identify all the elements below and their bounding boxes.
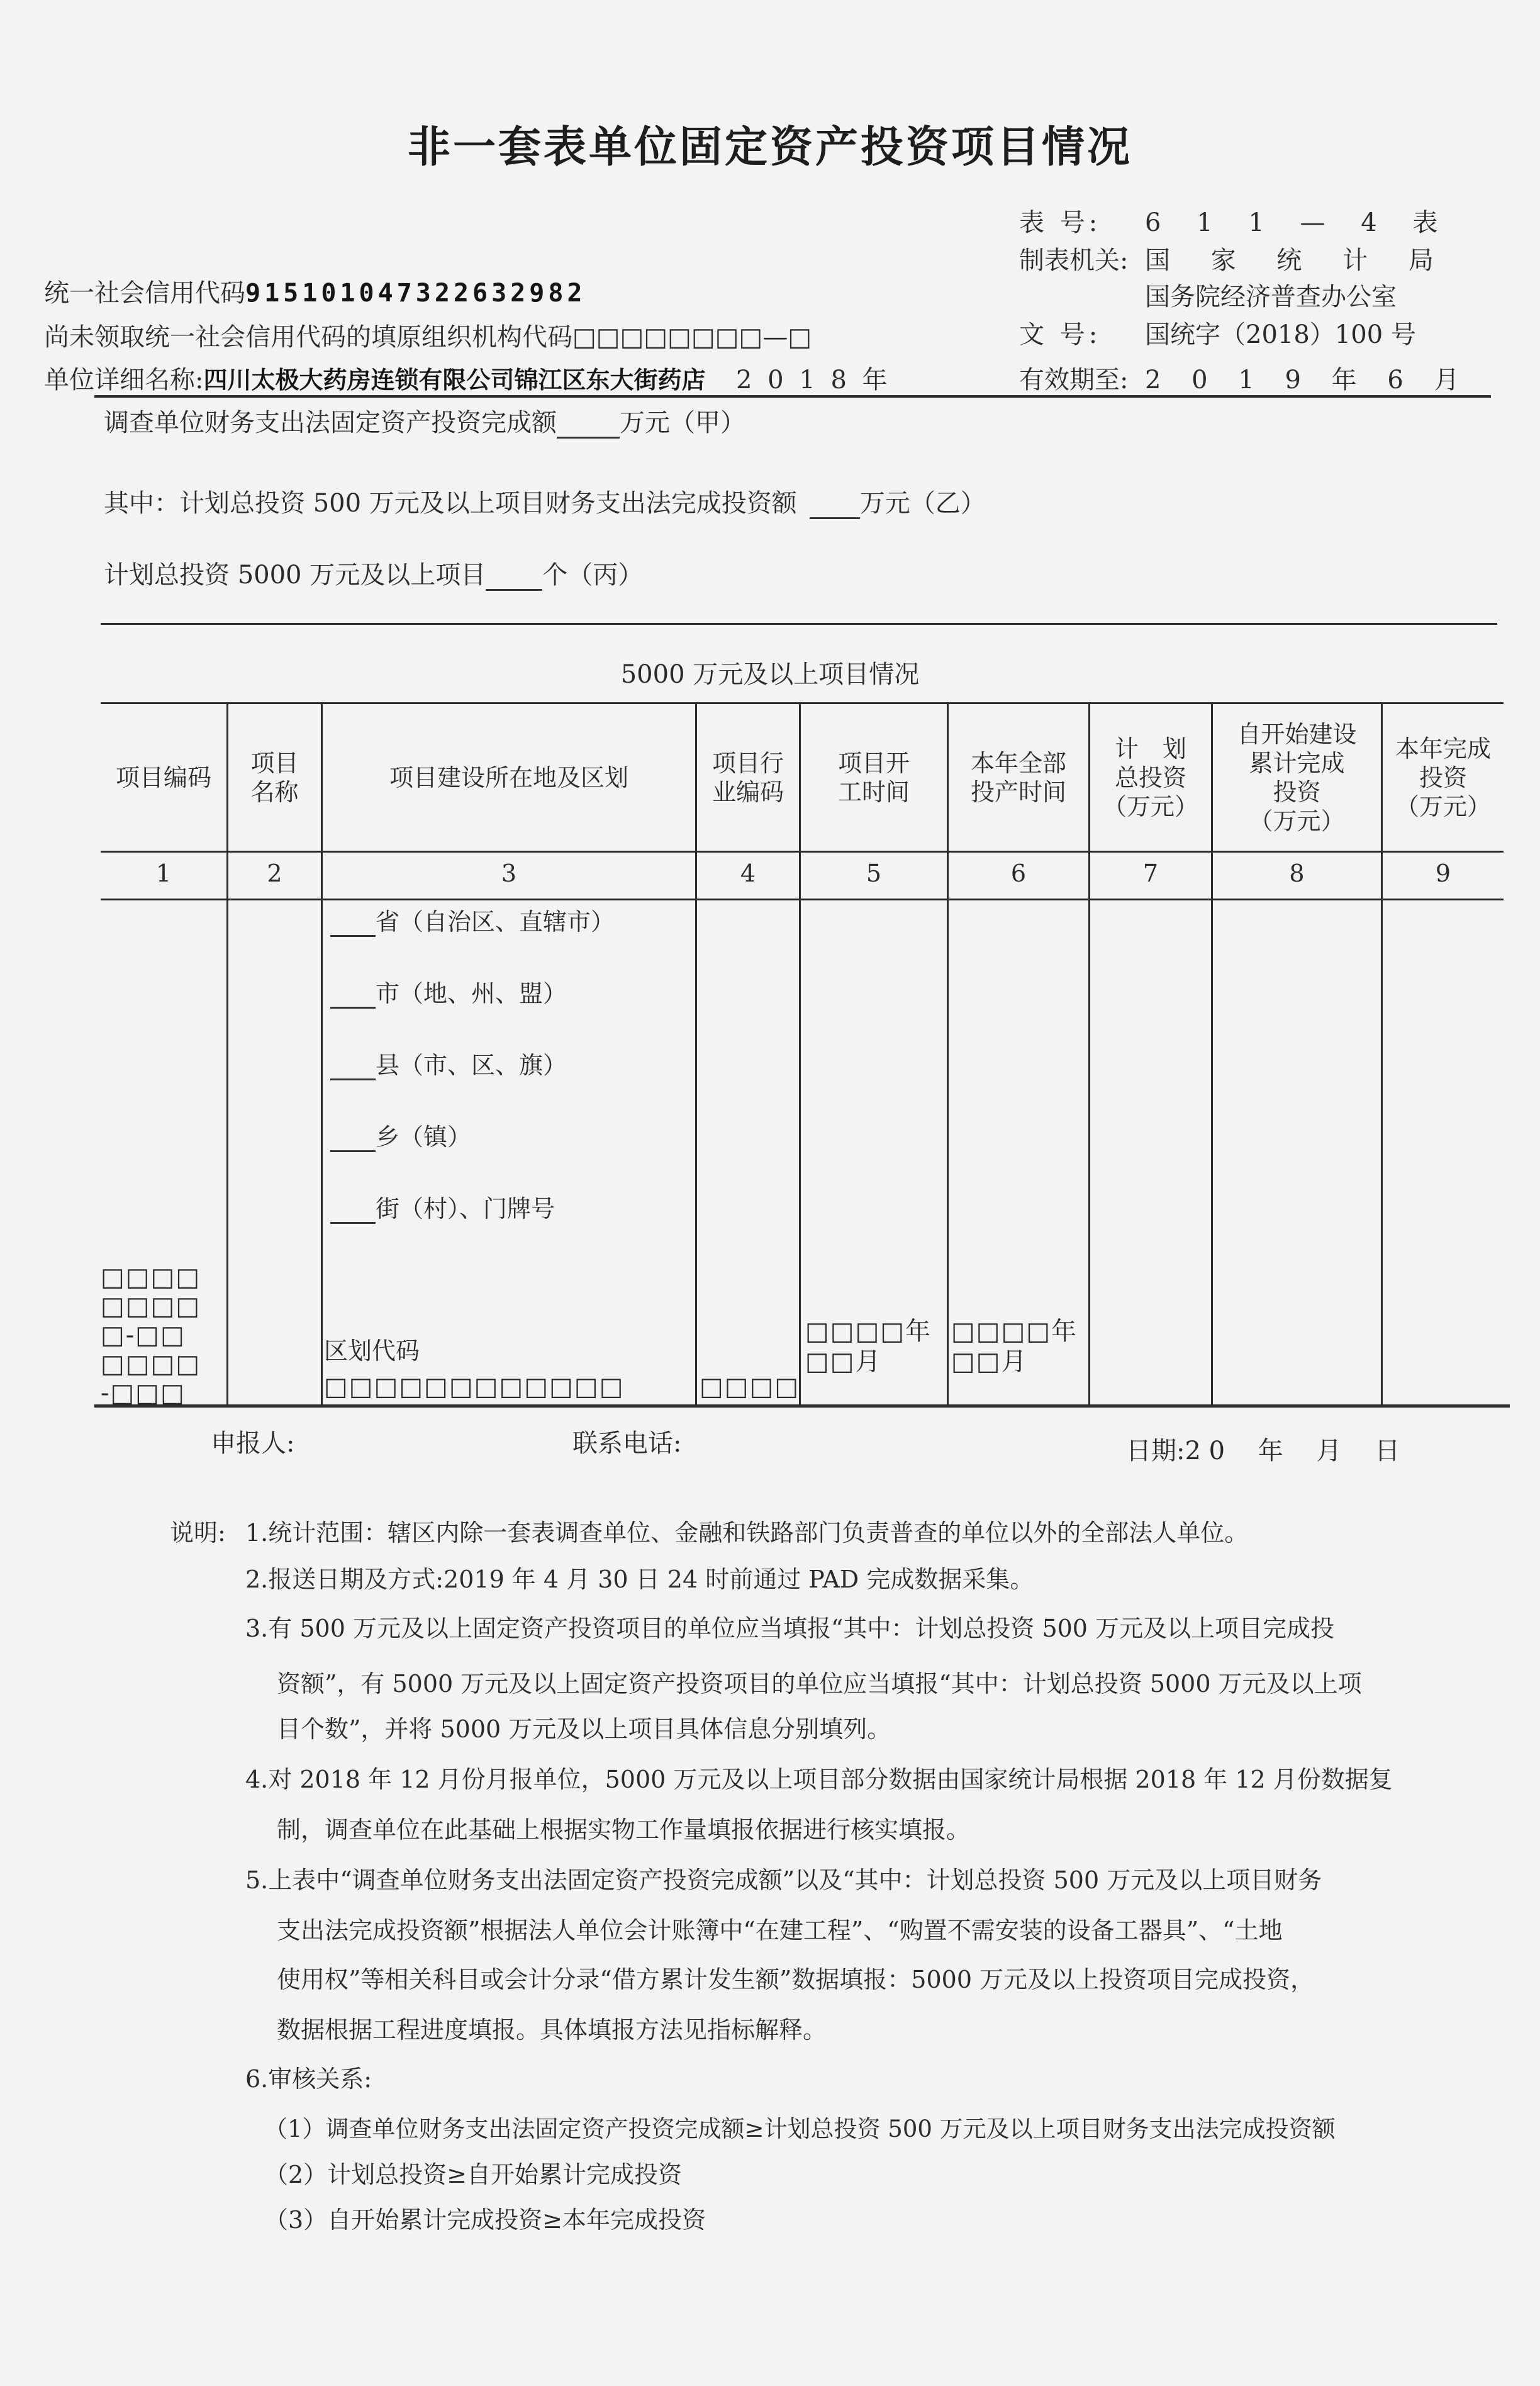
address-town-blank[interactable]	[330, 1128, 376, 1152]
col-header-project-code: 项目编码	[115, 764, 211, 792]
address-street[interactable]	[330, 1189, 555, 1224]
col-header-project-name: 项目 名称	[250, 749, 299, 806]
note-item: 5.上表中“调查单位财务支出法固定资产投资完成额”以及“其中：计划总投资 500 万元及以上项目财务	[245, 1866, 1322, 1894]
form-number-label: 表 号:	[1019, 208, 1102, 237]
col-header-industry-code: 项目行 业编码	[711, 749, 784, 806]
col-num: 7	[1142, 860, 1159, 887]
issuer	[1019, 240, 1450, 276]
col-num: 1	[155, 860, 172, 887]
address-street-blank[interactable]	[330, 1199, 376, 1224]
summary-line-2-label: 其中：计划总投资 500 万元及以上项目财务支出法完成投资额	[104, 489, 797, 518]
col-num: 3	[501, 860, 517, 887]
address-county-blank[interactable]	[330, 1056, 376, 1080]
region-code-boxes[interactable]: □□□□□□□□□□□□	[324, 1372, 625, 1401]
col-header-planned-investment: 计 划 总投资 （万元）	[1102, 735, 1198, 821]
start-time-year[interactable]: □□□□年	[805, 1317, 932, 1346]
form-number-value: 6 1 1 — 4 表	[1145, 208, 1452, 237]
form-title: 非一套表单位固定资产投资项目情况	[407, 122, 1132, 172]
address-county-label: 县（市、区、旗）	[376, 1051, 567, 1079]
summary-line-1-blank[interactable]	[557, 412, 620, 439]
col-num: 6	[1010, 860, 1027, 887]
project-code-boxes-row[interactable]: □□□□	[101, 1292, 201, 1321]
table-num-rule	[101, 899, 1504, 900]
summary-line-3-label: 计划总投资 5000 万元及以上项目	[104, 561, 486, 590]
address-province-blank[interactable]	[330, 912, 376, 937]
address-town[interactable]	[330, 1117, 471, 1152]
note-item: 制，调查单位在此基础上根据实物工作量填报依据进行核实填报。	[277, 1816, 971, 1844]
col-num: 5	[866, 860, 882, 887]
table-top-rule	[101, 702, 1504, 704]
note-item: 3.有 500 万元及以上固定资产投资项目的单位应当填报“其中：计划总投资 500 万元及以上项目完成投	[245, 1615, 1335, 1642]
form-number	[1019, 203, 1451, 238]
unit-name-value: 四川太极大药房连锁有限公司锦江区东大街药店	[203, 366, 706, 394]
address-province[interactable]	[330, 902, 615, 937]
org-code-row	[44, 317, 812, 353]
address-city[interactable]	[330, 974, 567, 1009]
note-item: （1）调查单位财务支出法固定资产投资完成额≥计划总投资 500 万元及以上项目财务支出法完成投资额	[264, 2115, 1336, 2142]
note-item: 4.对 2018 年 12 月份月报单位，5000 万元及以上项目部分数据由国家统计局根据 2018 年 12 月份数据复	[245, 1766, 1393, 1793]
production-time-month[interactable]: □□月	[951, 1347, 1028, 1376]
address-province-label: 省（自治区、直辖市）	[376, 908, 615, 936]
date-label: 日期:2 0 年 月 日	[1126, 1437, 1400, 1465]
note-item: 支出法完成投资额”根据法人单位会计账簿中“在建工程”、“购置不需安装的设备工器具”、“土地	[277, 1917, 1283, 1944]
note-item: 数据根据工程进度填报。具体填报方法见指标解释。	[277, 2016, 827, 2044]
project-code-boxes-row[interactable]: -□□□	[101, 1379, 186, 1408]
issuer-value-2: 国务院经济普查办公室	[1145, 283, 1397, 311]
col-num: 2	[267, 860, 282, 887]
unit-name-label: 单位详细名称:	[44, 366, 204, 395]
col-header-production-time: 本年全部 投产时间	[970, 749, 1066, 806]
industry-code-boxes[interactable]: □□□□	[700, 1372, 800, 1401]
summary-line-2	[104, 483, 986, 519]
col-header-start-time: 项目开 工时间	[837, 749, 910, 806]
project-code-boxes-row[interactable]: □□□□	[101, 1263, 201, 1292]
org-code-label: 尚未领取统一社会信用代码的填原组织机构代码	[44, 323, 572, 352]
issuer-value-1: 国 家 统 计 局	[1145, 246, 1450, 275]
valid-until-label: 有效期至:	[1019, 366, 1129, 395]
col-num: 4	[740, 860, 756, 887]
summary-line-2-unit: 万元（乙）	[859, 489, 986, 518]
org-code-boxes[interactable]: □□□□□□□□—□	[572, 323, 812, 352]
project-code-boxes-row[interactable]: □-□□	[101, 1321, 186, 1350]
address-town-label: 乡（镇）	[376, 1123, 472, 1151]
col-num: 9	[1435, 860, 1451, 887]
summary-line-1	[104, 403, 745, 439]
summary-line-3-unit: 个（丙）	[542, 561, 644, 590]
header-rule	[94, 395, 1491, 398]
reporter-label: 申报人:	[211, 1429, 295, 1458]
summary-line-1-unit: 万元（甲）	[620, 408, 745, 437]
note-item: （3）自开始累计完成投资≥本年完成投资	[264, 2206, 706, 2234]
region-code-label: 区划代码	[324, 1337, 420, 1365]
table-title: 5000 万元及以上项目情况	[620, 660, 920, 689]
credit-code-label: 统一社会信用代码	[44, 279, 245, 308]
note-item: 目个数”，并将 5000 万元及以上项目具体信息分别填列。	[277, 1715, 891, 1743]
note-item: 资额”，有 5000 万元及以上固定资产投资项目的单位应当填报“其中：计划总投资 5000 万元及以上项	[277, 1670, 1362, 1698]
summary-line-3-blank[interactable]	[486, 564, 542, 591]
phone-label: 联系电话:	[572, 1429, 682, 1458]
col-num: 8	[1289, 860, 1305, 887]
credit-code-value: 915101047322632982	[245, 279, 586, 308]
valid-until-value: 2 0 1 9 年 6 月	[1145, 366, 1471, 395]
start-time-month[interactable]: □□月	[805, 1347, 882, 1376]
issuer-label: 制表机关:	[1019, 246, 1129, 275]
report-year: 2 0 1 8 年	[736, 366, 891, 395]
summary-rule	[101, 623, 1497, 625]
valid-until	[1019, 360, 1471, 396]
col-header-annual-investment: 本年完成 投资 （万元）	[1395, 735, 1491, 821]
note-item: 2.报送日期及方式:2019 年 4 月 30 日 24 时前通过 PAD 完成数据采集。	[245, 1565, 1034, 1593]
summary-line-3	[104, 555, 643, 591]
note-item: 1.统计范围：辖区内除一套表调查单位、金融和铁路部门负责普查的单位以外的全部法人单位。	[245, 1519, 1249, 1547]
note-item: 使用权”等相关科目或会计分录“借方累计发生额”数据填报：5000 万元及以上投资项目完成投资，	[277, 1966, 1315, 1993]
address-city-label: 市（地、州、盟）	[376, 980, 567, 1007]
unit-name-row	[44, 360, 706, 396]
table-head-rule	[101, 851, 1504, 853]
table-bottom-rule	[94, 1404, 1510, 1408]
summary-line-1-label: 调查单位财务支出法固定资产投资完成额	[104, 408, 557, 437]
summary-line-2-blank[interactable]	[810, 492, 860, 519]
doc-number-value: 国统字（2018）100 号	[1145, 320, 1416, 349]
notes-heading: 说明:	[170, 1519, 226, 1547]
address-county[interactable]	[330, 1046, 567, 1080]
credit-code-row	[44, 273, 586, 309]
doc-number-label: 文 号:	[1019, 320, 1102, 349]
col-header-location: 项目建设所在地及区划	[389, 764, 628, 792]
project-code-boxes-row[interactable]: □□□□	[101, 1350, 201, 1379]
production-time-year[interactable]: □□□□年	[951, 1317, 1078, 1346]
note-item: （2）计划总投资≥自开始累计完成投资	[264, 2161, 683, 2188]
address-city-blank[interactable]	[330, 984, 376, 1009]
col-header-cumulative-investment: 自开始建设 累计完成 投资 （万元）	[1237, 720, 1357, 835]
address-street-label: 街（村）、门牌号	[376, 1195, 555, 1223]
note-item: 6.审核关系:	[245, 2065, 372, 2093]
doc-number	[1019, 315, 1416, 350]
